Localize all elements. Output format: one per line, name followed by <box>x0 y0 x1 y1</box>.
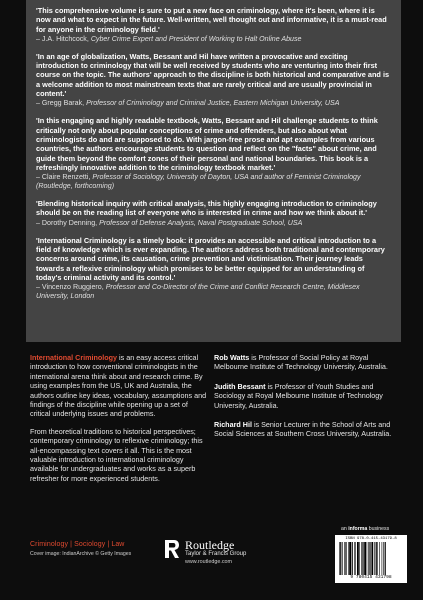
quote-author: – Claire Renzetti, <box>36 173 91 182</box>
author-name: Rob Watts <box>214 353 250 362</box>
quote-author-title: Professor of Sociology, University of Dayton, USA and author of Feminist Criminology (Routledge, forthcoming) <box>36 173 361 191</box>
review-quotes-panel <box>26 0 401 342</box>
description-paragraph <box>30 353 210 419</box>
quote-source <box>36 99 391 108</box>
quote-source <box>36 173 391 191</box>
book-description <box>30 353 210 491</box>
publisher-website: www.routledge.com <box>185 559 233 565</box>
review-quote <box>36 116 391 191</box>
author-bio-text: is Professor of Social Policy at Royal Melbourne Institute of Technology University, Australia. <box>214 353 388 372</box>
quote-author-title: Professor of Defense Analysis, Naval Postgraduate School, USA <box>99 218 303 227</box>
informa-imprint: an informa business <box>341 526 390 532</box>
quote-author: – Gregg Barak, <box>36 99 85 108</box>
quote-author-title: Cyber Crime Expert and President of Working to Halt Online Abuse <box>90 34 302 43</box>
book-title-highlight: International Criminology <box>30 353 118 362</box>
review-quote <box>36 52 391 108</box>
isbn-number: ISBN 978-0-415-43179-8 <box>345 537 397 541</box>
review-quote <box>36 236 391 301</box>
informa-brand: informa <box>348 526 368 532</box>
isbn-barcode <box>335 535 407 583</box>
quote-source <box>36 283 391 301</box>
author-bio <box>214 420 399 439</box>
cover-image-credit: Cover image: IndianArchive © Getty Images <box>30 551 132 557</box>
publisher-group: Taylor & Francis Group <box>185 551 247 557</box>
author-bio <box>214 353 399 372</box>
quote-author: – J.A. Hitchcock, <box>36 34 89 43</box>
quote-author: – Dorothy Denning, <box>36 218 98 227</box>
quote-text: 'This comprehensive volume is sure to put a new face on criminology, where it's been, where it is now and what to expect in the future. Well-written, well thought out and informative, it is a must-read for anyone in the criminology field.' <box>36 6 387 34</box>
author-bios <box>214 353 399 449</box>
quote-author-title: Professor and Co-Director of the Crime and Conflict Research Centre, Middlesex University, London <box>36 283 360 301</box>
description-paragraph: From theoretical traditions to historical perspectives; contemporary criminology to reflexive criminology; this all-encompassing text covers it all. This is the most valuable introduction to international criminology available for undergraduates and works as a superb refresher for more experienced students. <box>30 426 203 483</box>
description-text: is an easy access critical introduction to how conventional criminologists in the international arena think about and research crime. By using examples from the US, UK and Australia, the authors outline key ideas, vocabulary, assumptions and findings of the discipline while opening up a set of critical underlying issues and problems. <box>30 353 207 419</box>
barcode-bars-icon <box>338 542 404 575</box>
quote-text: 'Blending historical inquiry with critical analysis, this highly engaging introduction to criminology should be on the reading list of everyone who is interested in crime and how we think about it.' <box>36 199 377 218</box>
quote-source <box>36 35 391 44</box>
quote-text: 'In an age of globalization, Watts, Bessant and Hil have written a provocative and exciting introduction to criminology that will be well received by students who are venturing into their first course on the topic. The authors' approach to the discipline is both historical and comparative and is a welcome addition to most mainstream texts that are rarely critical and are usually provincial in content.' <box>36 51 390 99</box>
quote-author-title: Professor of Criminology and Criminal Justice, Eastern Michigan University, USA <box>86 99 340 108</box>
routledge-logo-icon <box>163 538 181 560</box>
author-name: Judith Bessant <box>214 381 266 391</box>
author-bio-text: is Senior Lecturer in the School of Arts and Social Sciences at Southern Cross University, Australia. <box>214 420 392 439</box>
author-bio <box>214 382 399 410</box>
quote-source <box>36 219 391 228</box>
author-bio-text: is Professor of Youth Studies and Sociology at Royal Melbourne Institute of Technology University, Australia. <box>214 381 383 410</box>
quote-text: 'In this engaging and highly readable textbook, Watts, Bessant and Hil challenge students to think critically not only about popular conceptions of crime and offenders, but also about what criminologists do and are supposed to do. With jargon-free prose and apt examples from various countries, the authors encourage students to question and reflect on the "facts" about crime, and guide them beyond the comfort zones of their personal and national boundaries. This book is a refreshingly innovative addition to the criminology textbook market.' <box>36 116 378 172</box>
barcode-digits: 9 780415 431798 <box>350 575 392 580</box>
quote-author: – Vincenzo Ruggiero, <box>36 283 104 292</box>
review-quote <box>36 199 391 228</box>
subject-categories: Criminology | Sociology | Law <box>30 541 125 548</box>
author-name: Richard Hil <box>214 420 252 430</box>
quote-text: 'International Criminology is a timely book: it provides an accessible and critical introduction to a field of knowledge which is ever expanding. The authors address both traditional and contemporary concerns around crime, its causation, crime prevention and victimisation. Their journey leads towards a reflexive criminology which promises to be better equipped for an understanding of today's criminal activity and its control.' <box>36 235 385 282</box>
publisher-name: Routledge <box>185 538 235 552</box>
review-quote <box>36 6 391 44</box>
